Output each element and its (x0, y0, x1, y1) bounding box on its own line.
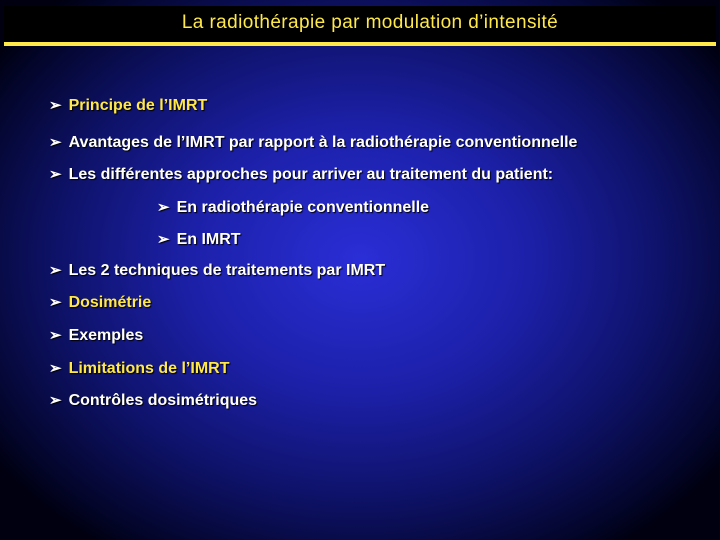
list-item (157, 198, 429, 218)
list-item-label: Principe de l’IMRT (68, 97, 208, 114)
list-item (49, 326, 143, 346)
arrow-bullet-icon: ➢ (157, 199, 170, 216)
list-item (49, 391, 257, 411)
list-item-label: Les 2 techniques de traitements par IMRT (68, 262, 386, 279)
list-item (49, 261, 385, 281)
arrow-bullet-icon: ➢ (49, 134, 62, 151)
list-item (49, 133, 577, 153)
arrow-bullet-icon: ➢ (49, 166, 62, 183)
arrow-bullet-icon: ➢ (157, 231, 170, 248)
list-item-label: Dosimétrie (68, 294, 152, 311)
list-item-label: En IMRT (176, 231, 241, 248)
slide-title: La radiothérapie par modulation d’intensité (181, 12, 559, 33)
arrow-bullet-icon: ➢ (49, 294, 62, 311)
list-item-label: Avantages de l’IMRT par rapport à la radiothérapie conventionnelle (68, 134, 578, 151)
arrow-bullet-icon: ➢ (49, 262, 62, 279)
list-item (157, 230, 241, 250)
list-item-label: Limitations de l’IMRT (68, 360, 230, 377)
arrow-bullet-icon: ➢ (49, 327, 62, 344)
arrow-bullet-icon: ➢ (49, 360, 62, 377)
list-item (49, 165, 553, 185)
arrow-bullet-icon: ➢ (49, 97, 62, 114)
list-item-label: Les différentes approches pour arriver au traitement du patient: (68, 166, 554, 183)
list-item-label: Contrôles dosimétriques (68, 392, 258, 409)
list-item-label: En radiothérapie conventionnelle (176, 199, 430, 216)
arrow-bullet-icon: ➢ (49, 392, 62, 409)
list-item (49, 359, 229, 379)
list-item (49, 96, 207, 116)
list-item (49, 293, 151, 313)
list-item-label: Exemples (68, 327, 144, 344)
